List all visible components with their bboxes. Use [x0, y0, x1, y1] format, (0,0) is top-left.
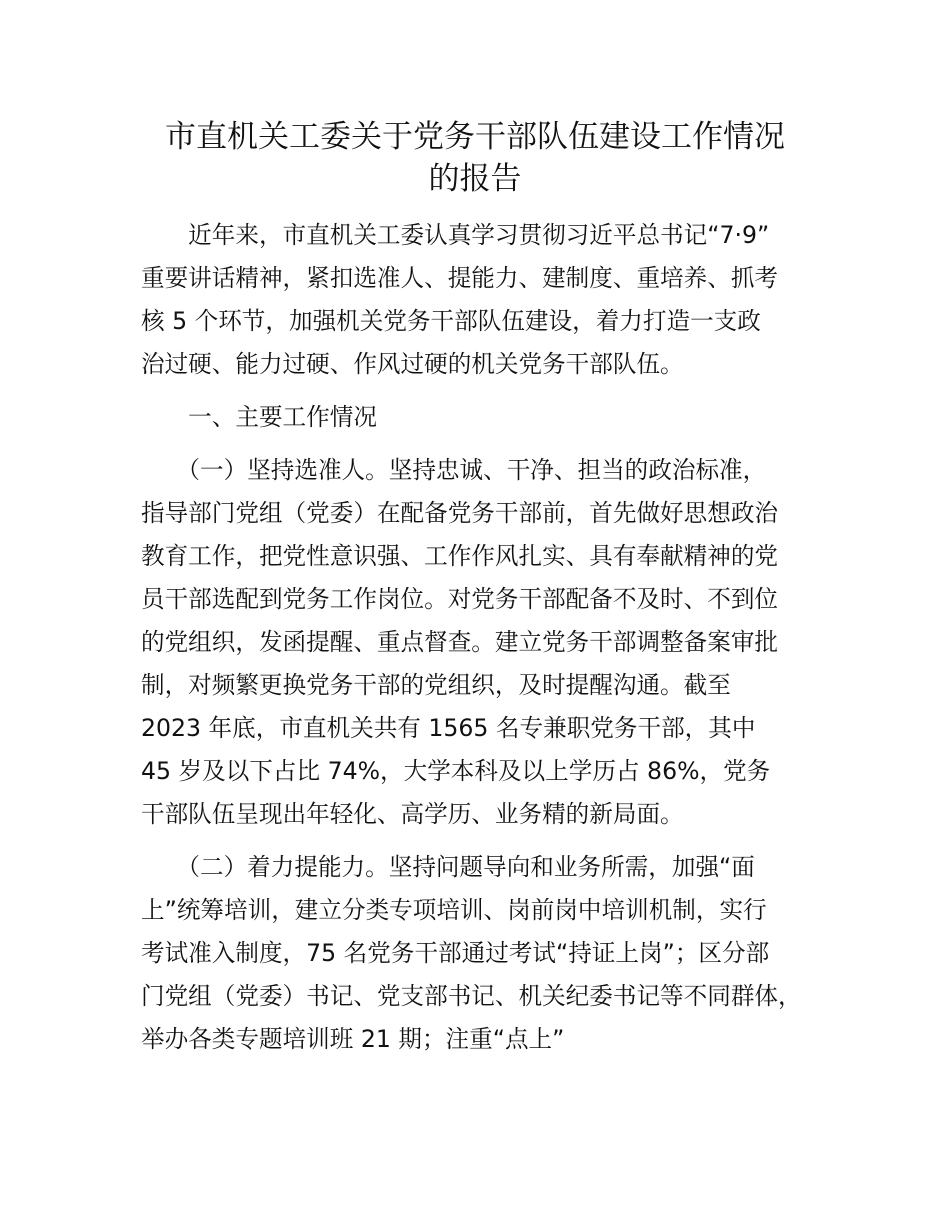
body-line: 上”统筹培训，建立分类专项培训、岗前岗中培训机制，实行 — [141, 896, 767, 924]
body-line: 指导部门党组（党委）在配备党务干部前，首先做好思想政治 — [141, 499, 779, 527]
body-line: 教育工作，把党性意识强、工作作风扎实、具有奉献精神的党 — [141, 542, 779, 570]
body-line: 门党组（党委）书记、党支部书记、机关纪委书记等不同群体， — [141, 982, 802, 1010]
document-title-line-2: 的报告 — [428, 161, 522, 197]
body-line: （二）着力提能力。坚持问题导向和业务所需，加强“面 — [141, 853, 755, 881]
body-line: 考试准入制度，75 名党务干部通过考试“持证上岗”；区分部 — [141, 939, 770, 967]
document-title-line-1: 市直机关工委关于党务干部队伍建设工作情况 — [165, 119, 785, 155]
body-line: 核 5 个环节，加强机关党务干部队伍建设，着力打造一支政 — [141, 307, 761, 335]
section-heading: 一、主要工作情况 — [141, 403, 377, 431]
body-line: 干部队伍呈现出年轻化、高学历、业务精的新局面。 — [141, 800, 684, 828]
body-line: 举办各类专题培训班 21 期；注重“点上” — [141, 1025, 565, 1053]
body-line: 治过硬、能力过硬、作风过硬的机关党务干部队伍。 — [141, 350, 684, 378]
body-line: 2023 年底，市直机关共有 1565 名专兼职党务干部，其中 — [141, 714, 756, 742]
body-line: 近年来，市直机关工委认真学习贯彻习近平总书记“7·9” — [141, 221, 770, 249]
body-line: 45 岁及以下占比 74%，大学本科及以上学历占 86%，党务 — [141, 757, 771, 785]
body-line: （一）坚持选准人。坚持忠诚、干净、担当的政治标准， — [141, 456, 767, 484]
body-line: 员干部选配到党务工作岗位。对党务干部配备不及时、不到位 — [141, 585, 779, 613]
body-line: 的党组织，发函提醒、重点督查。建立党务干部调整备案审批 — [141, 628, 779, 656]
body-line: 重要讲话精神，紧扣选准人、提能力、建制度、重培养、抓考 — [141, 264, 779, 292]
body-line: 制，对频繁更换党务干部的党组织，及时提醒沟通。截至 — [141, 671, 731, 699]
